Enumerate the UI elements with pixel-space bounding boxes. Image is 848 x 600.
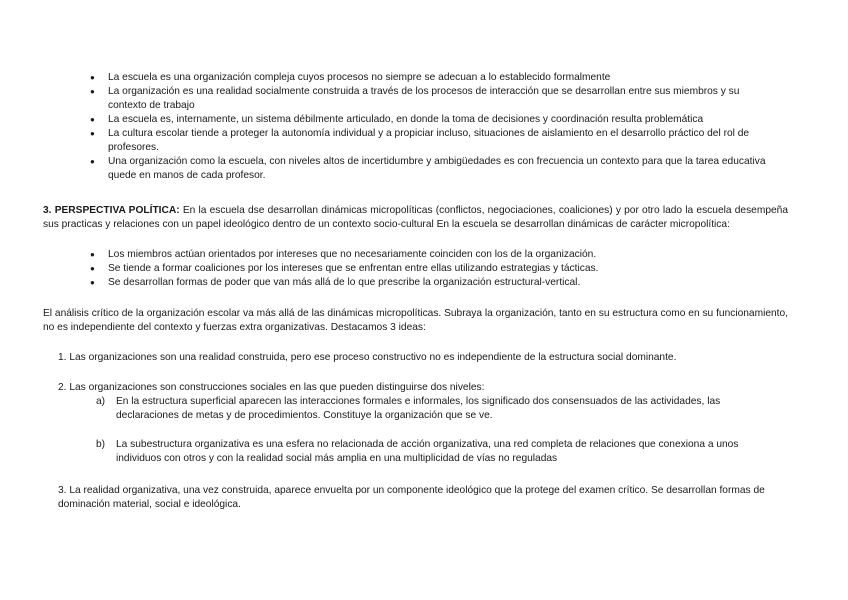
sub-item-label: a): [96, 396, 106, 407]
list-item: ● Se tiende a formar coaliciones por los intereses que se enfrentan entre ellas utilizando estrategias y tácticas.: [108, 262, 776, 276]
list-item: ● Se desarrollan formas de poder que van más allá de lo que prescribe la organización estructural-vertical.: [108, 276, 776, 290]
idea-one: 1. Las organizaciones son una realidad construida, pero ese proceso constructivo no es independiente de la estructura social dominante.: [58, 352, 677, 363]
list-item: ● Los miembros actúan orientados por intereses que no necesariamente coinciden con los de la organización.: [108, 248, 776, 262]
section-heading: 3. PERSPECTIVA POLÍTICA:: [43, 205, 180, 216]
sub-item-text: La subestructura organizativa es una esfera no relacionada de acción organizativa, una red completa de relaciones que conexiona a unos individuos con otros y con la realidad social más amplia en una multiplicidad de vías no reguladas: [116, 439, 739, 464]
political-perspective-paragraph: [43, 204, 788, 232]
characteristics-bullet-list: [108, 71, 776, 183]
sub-item-b: [96, 438, 784, 466]
list-item: ● Una organización como la escuela, con niveles altos de incertidumbre y ambigüedades es con frecuencia un contexto para que la tarea educativa quede en manos de cada profesor.: [108, 155, 776, 183]
list-item: ● La escuela es, internamente, un sistema débilmente articulado, en donde la toma de decisiones y coordinación resulta problemática: [108, 113, 776, 127]
micropolitics-bullet-list: [108, 248, 776, 290]
idea-three: 3. La realidad organizativa, una vez construida, aparece envuelta por un componente ideológico que la protege del examen crítico. Se desarrollan formas de dominación material, social e ideológica.: [58, 485, 765, 510]
list-item: ● La cultura escolar tiende a proteger la autonomía individual y a propiciar incluso, situaciones de aislamiento en el desarrollo práctico del rol de profesores.: [108, 127, 776, 155]
section-text: En la escuela dse desarrollan dinámicas micropolíticas (conflictos, negociaciones, coaliciones) y por otro lado la escuela desempeña sus practicas y relaciones con un papel ideológico dentro de un contexto socio-cultural En la escuela se desarrollan dinámicas de carácter micropolítica:: [43, 205, 788, 230]
list-item: ● La escuela es una organización compleja cuyos procesos no siempre se adecuan a lo establecido formalmente: [108, 71, 776, 85]
sub-item-label: b): [96, 439, 106, 450]
idea-two: 2. Las organizaciones son construcciones sociales en las que pueden distinguirse dos niveles:: [58, 382, 485, 393]
analysis-paragraph: El análisis crítico de la organización escolar va más allá de las dinámicas micropolíticas. Subraya la organización, tanto en su estructura como en su funcionamiento, no es independiente del contexto y fuerzas extra organizativas. Destacamos 3 ideas:: [43, 308, 788, 333]
sub-item-a: [96, 395, 784, 423]
list-item: ● La organización es una realidad socialmente construida a través de los procesos de interacción que se desarrollan entre sus miembros y su contexto de trabajo: [108, 85, 776, 113]
sub-item-text: En la estructura superficial aparecen las interacciones formales e informales, los significado dos consensuados de las actividades, las declaraciones de metas y de procedimientos. Constituye la organización que se ve.: [116, 396, 721, 421]
